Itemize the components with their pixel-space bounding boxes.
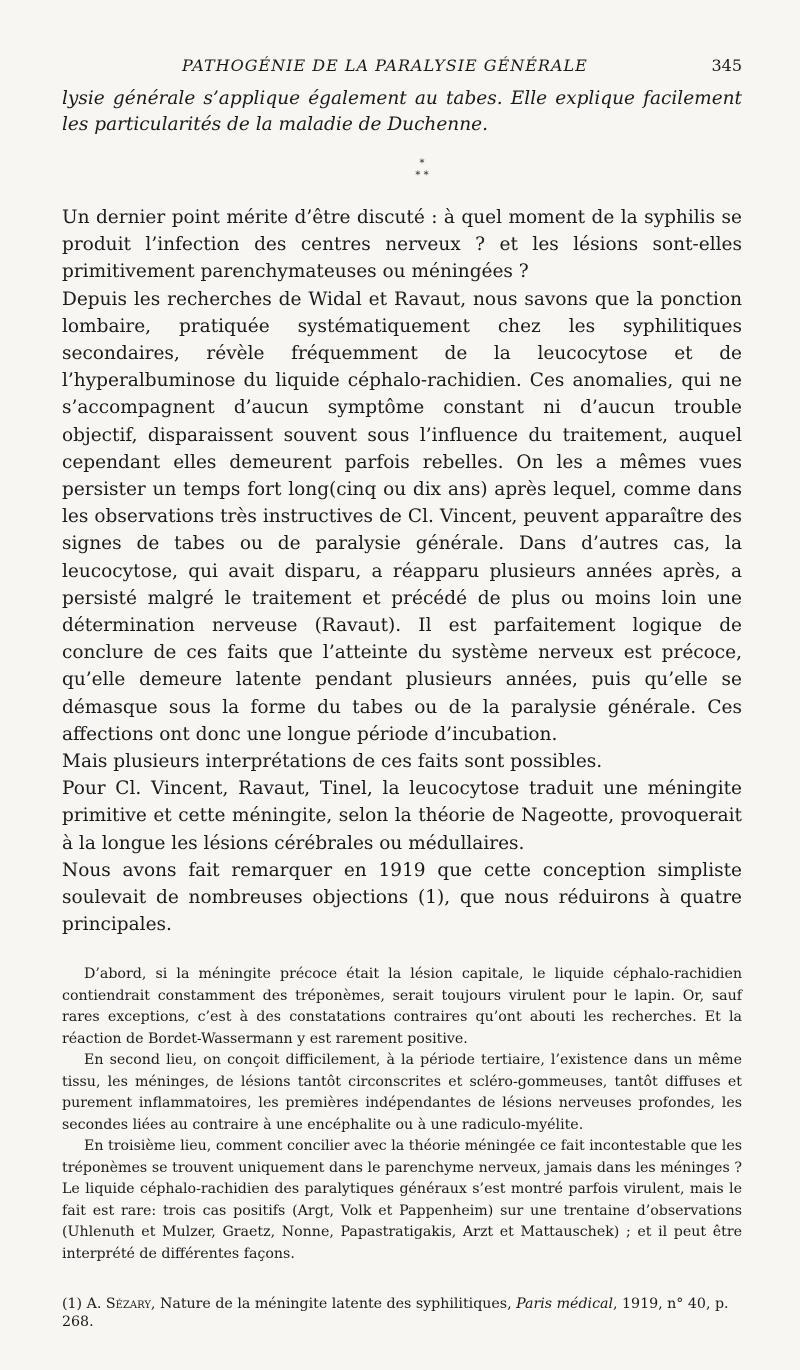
footnote-title: , Nature de la méningite latente des syphilitiques, xyxy=(150,1296,517,1313)
objection-third: En troisième lieu, comment concilier avec la théorie méningée ce fait incontestable que les tréponèmes se trouvent uniquement dans le parenchyme nerveux, jamais dans les méninges ? Le liquide céphalo-rachidien des paralytiques généraux s’est montré parfois virulent, mais le fait est rare: trois cas positifs (Argt, Volk et Pappenheim) sur une trentaine d’observations (Uhlenuth et Mulzer, Graetz, Nonne, Papastratigakis, Arzt et Mattauschek) ; et il peut être interprété de différentes façons. xyxy=(62,1138,742,1262)
footnote-author: Sézary xyxy=(105,1296,151,1313)
paragraph-objections: Nous avons fait remarquer en 1919 que cette conception simpliste soulevait de nombreuses objections (1), que nous réduirons à quatre principales. xyxy=(62,859,742,936)
small-print-section xyxy=(62,964,742,1265)
document-page xyxy=(62,56,742,1331)
paragraph-vincent: Pour Cl. Vincent, Ravaut, Tinel, la leucocytose traduit une méningite primitive et cette méningite, selon la théorie de Nageotte, provoquerait à la longue les lésions cérébrales ou médullaires. xyxy=(62,778,742,854)
running-title: PATHOGÉNIE DE LA PARALYSIE GÉNÉRALE xyxy=(182,56,588,75)
objection-first: D’abord, si la méningite précoce était la lésion capitale, le liquide céphalo-rachidien contiendrait constamment des tréponèmes, serait toujours virulent pour le lapin. Or, sauf rares exceptions, c’est à des constatations contraires qu’ont abouti les recherches. Et la réaction de Bordet-Wassermann y est rarement positive. xyxy=(62,966,742,1047)
footnote-author-initial: A. xyxy=(86,1296,102,1313)
objection-second: En second lieu, on conçoit difficilement, à la période tertiaire, l’existence dans un même tissu, les méninges, de lésions tantôt circonscrites et scléro-gommeuses, tantôt diffuses et purement inflammatoires, les premières indépendantes de lésions nerveuses profondes, les secondes liées au contraire à une encéphalite ou à une radiculo-myélite. xyxy=(62,1052,742,1133)
footnote-details: , 1919, n° 40, p. 268. xyxy=(62,1296,729,1331)
asterism-symbol xyxy=(102,158,742,182)
asterism-line: * * xyxy=(415,170,429,181)
paragraph-widal-ravaut: Depuis les recherches de Widal et Ravaut, nous savons que la ponction lombaire, pratiquée systématiquement chez les syphilitiques secondaires, révèle fréquemment de la leucocytose et de l’hyperalbuminose du liquide céphalo-rachidien. Ces anomalies, qui ne s’accompagnent d’aucun symptôme constant ni d’aucun trouble objectif, disparaissent souvent sous l’influence du traitement, auquel cependant elles demeurent parfois rebelles. On les a mêmes vues persister un temps fort long(cinq ou dix ans) après lequel, comme dans les observations très instructives de Cl. Vincent, peuvent apparaître des signes de tabes ou de paralysie générale. Dans d’autres cas, la leucocytose, qui avait disparu, a réapparu plusieurs années après, a persisté malgré le traitement et précédé de plus ou moins loin une détermination nerveuse (Ravaut). Il est parfaitement logique de conclure de ces faits que l’atteinte du système nerveux est précoce, qu’elle demeure latente pendant plusieurs années, puis qu’elle se démasque sous la forme du tabes ou de la paralysie générale. Ces affections ont donc une longue période d’incubation. xyxy=(62,288,742,745)
page-number: 345 xyxy=(711,56,742,75)
running-head xyxy=(62,56,742,82)
asterism-line: * xyxy=(419,158,425,169)
paragraph-interpretations: Mais plusieurs interprétations de ces faits sont possibles. xyxy=(62,751,603,773)
continued-italic-paragraph: lysie générale s’applique également au tabes. Elle explique facilement les particularités de la maladie de Duchenne. xyxy=(62,88,742,135)
asterism-divider xyxy=(102,158,742,182)
paragraph-question: Un dernier point mérite d’être discuté : à quel moment de la syphilis se produit l’infection des centres nerveux ? et les lésions sont-elles primitivement parenchymateuses ou méningées ? xyxy=(62,207,742,283)
footnote-marker: (1) xyxy=(62,1296,83,1313)
footnote-journal: Paris médical xyxy=(516,1296,614,1313)
main-text xyxy=(62,204,742,938)
footnote xyxy=(62,1295,742,1331)
